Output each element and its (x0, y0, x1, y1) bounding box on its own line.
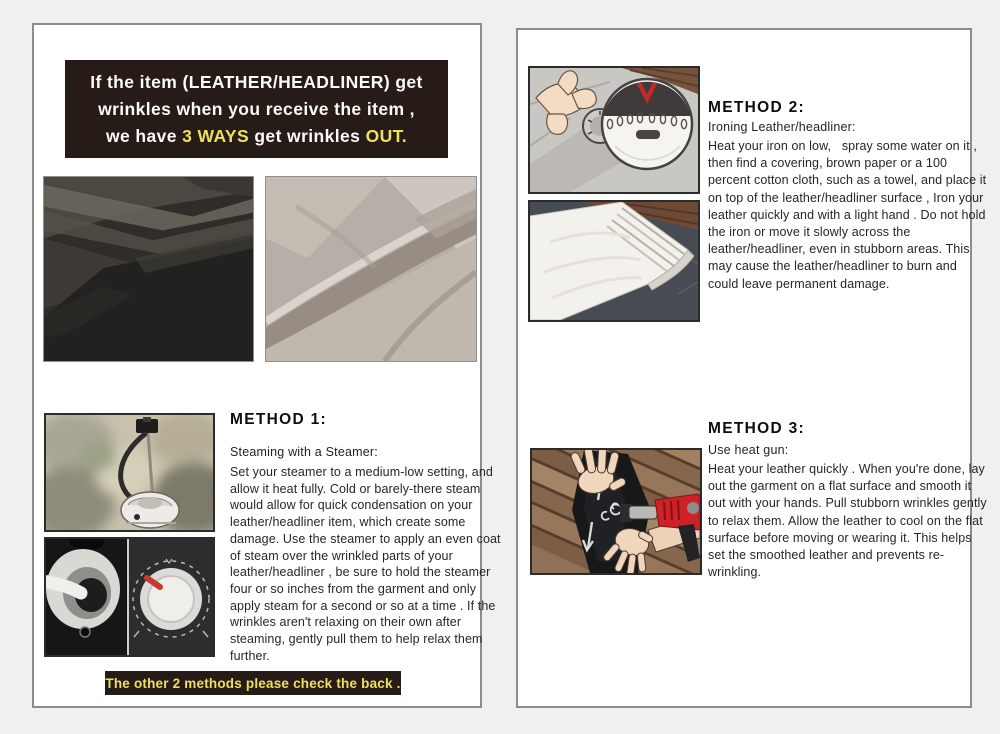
steamer-nozzle-and-dial-graphic (46, 539, 213, 655)
towel-illustration (528, 200, 700, 322)
method3-subheading: Use heat gun: (708, 443, 789, 457)
right-page (516, 28, 991, 708)
top-banner-line1: If the item (LEATHER/HEADLINER) get (90, 71, 423, 92)
top-banner-line3: we have 3 WAYS get wrinkles OUT. (105, 125, 408, 146)
highlight-out: OUT. (365, 125, 408, 146)
towel-graphic (530, 202, 698, 320)
method2-subheading: Ironing Leather/headliner: (708, 120, 856, 134)
wrinkled-black-leather-photo (43, 176, 254, 362)
garment-steamer-graphic (46, 415, 213, 530)
heat-gun-graphic (532, 450, 700, 573)
iron-dial-illustration (528, 66, 700, 194)
method3-heading: METHOD 3: (708, 420, 805, 437)
left-page (32, 23, 505, 708)
wrinkled-black-leather-graphic (44, 177, 253, 361)
wrinkled-gray-headliner-graphic (266, 177, 476, 361)
highlight-3-ways: 3 WAYS (182, 125, 250, 146)
method3-body: Heat your leather quickly . When you're done, lay out the garment on a flat surface and smooth it out with your hands. Pull stubborn wrinkles gently to relax them. Allow the leather to cool on the flat surface before moving or wearing it. This helps set the smoothed leather and prevents re-wrinkling. (708, 462, 991, 580)
method2-heading: METHOD 2: (708, 99, 805, 116)
bottom-banner (105, 671, 401, 695)
wrinkled-gray-headliner-photo (265, 176, 477, 362)
steamer-nozzle-and-dial-photo (44, 537, 215, 657)
bottom-banner-text: The other 2 methods please check the back . (105, 675, 401, 691)
method1-body: Set your steamer to a medium-low setting, and allow it heat fully. Cold or barely-there steam would allow for quick condensation on your leather/headliner item, which create some damage. Use the steamer to apply an even coat of steam over the wrinkled parts of your leather/headliner , be sure to hold the steamer four or so inches from the garment and only apply steam for a second or so at a time . If the wrinkles aren't relaxing on their own after steaming, gently pull them to help relax them further. (230, 465, 505, 663)
method1-subheading: Steaming with a Steamer: (230, 445, 378, 459)
iron-dial-graphic (530, 68, 698, 192)
method1-heading: METHOD 1: (230, 411, 327, 428)
top-banner-line2: wrinkles when you receive the item , (98, 98, 415, 119)
heat-gun-illustration (530, 448, 702, 575)
garment-steamer-photo (44, 413, 215, 532)
method2-body: Heat your iron on low, spray some water on it , then find a covering, brown paper or a 100 percent cotton cloth, such as a towel, and place it on top of the leather/headliner surface , Iron your leather quickly and with a light hand . Do not hold the iron or move it slowly across the leather/headliner, even in stubborn areas. This may cause the leather/headliner to burn and could leave permanent damage. (708, 139, 990, 291)
top-banner (65, 60, 448, 158)
